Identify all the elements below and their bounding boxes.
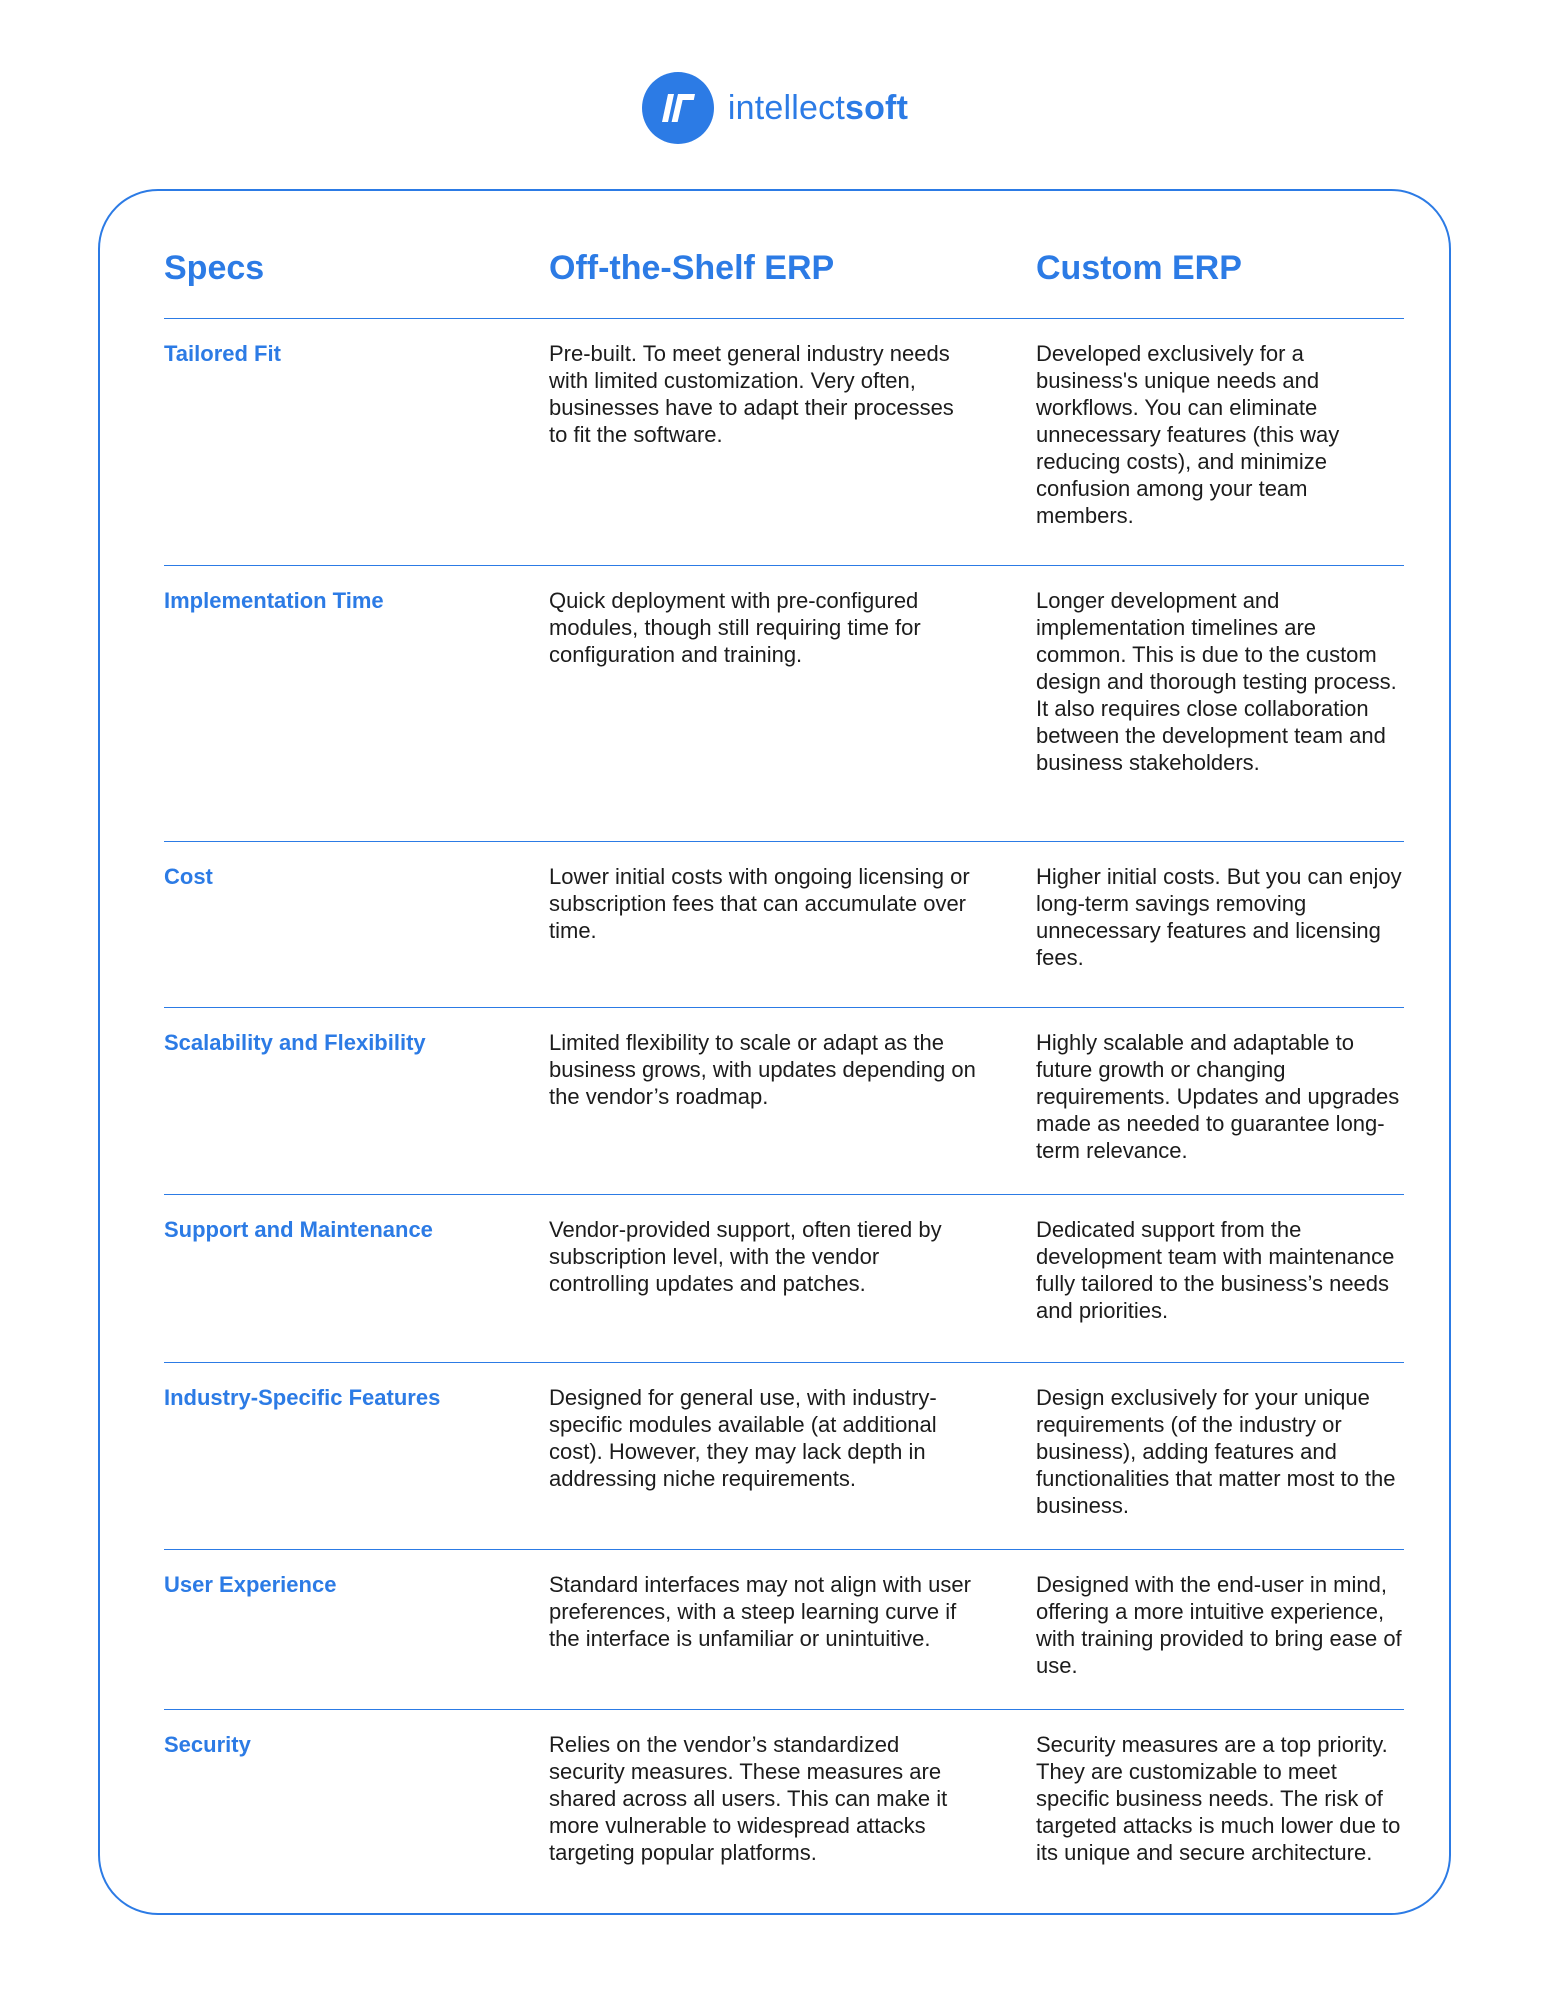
table-row	[164, 1008, 1404, 1195]
spec-label: Industry-Specific Features	[164, 1385, 441, 1410]
table-row	[164, 842, 1404, 1008]
off-the-shelf-cell: Designed for general use, with industry-specific modules available (at additional cost). However, they may lack depth in addressing niche requirements.	[549, 1385, 937, 1491]
custom-cell: Higher initial costs. But you can enjoy long-term savings removing unnecessary features and licensing fees.	[1036, 864, 1402, 970]
brand-name-bold: soft	[844, 88, 909, 127]
off-the-shelf-cell: Pre-built. To meet general industry needs with limited customization. Very often, businesses have to adapt their processes to fit the software.	[549, 341, 954, 447]
spec-label: Tailored Fit	[164, 341, 281, 366]
table-row	[164, 1550, 1404, 1710]
custom-cell: Dedicated support from the development team with maintenance fully tailored to the business’s needs and priorities.	[1036, 1217, 1395, 1323]
table-row	[164, 1363, 1404, 1550]
intellectsoft-logo-icon	[642, 72, 714, 144]
off-the-shelf-cell: Quick deployment with pre-configured modules, though still requiring time for configuration and training.	[549, 588, 921, 667]
spec-label: Security	[164, 1732, 251, 1757]
custom-cell: Longer development and implementation timelines are common. This is due to the custom design and thorough testing process. It also requires close collaboration between the development team and business stakeholders.	[1036, 588, 1397, 775]
table-row	[164, 319, 1404, 566]
brand-name-light: intellect	[727, 88, 845, 127]
custom-cell: Designed with the end-user in mind, offering a more intuitive experience, with training provided to bring ease of use.	[1036, 1572, 1402, 1678]
spec-label: Scalability and Flexibility	[164, 1030, 426, 1055]
comparison-table	[164, 228, 1404, 1910]
spec-label: Support and Maintenance	[164, 1217, 433, 1242]
header-off-the-shelf-erp: Off-the-Shelf ERP	[549, 249, 835, 287]
brand-logo	[0, 72, 1550, 144]
off-the-shelf-cell: Lower initial costs with ongoing licensing or subscription fees that can accumulate over time.	[549, 864, 970, 943]
spec-label: Implementation Time	[164, 588, 384, 613]
spec-label: Cost	[164, 864, 213, 889]
table-row	[164, 1195, 1404, 1363]
table-row	[164, 566, 1404, 842]
logo-mark-glyph	[658, 91, 698, 125]
custom-cell: Design exclusively for your unique requirements (of the industry or business), adding features and functionalities that matter most to the business.	[1036, 1385, 1396, 1518]
header-specs: Specs	[164, 249, 265, 287]
off-the-shelf-cell: Vendor-provided support, often tiered by subscription level, with the vendor controlling updates and patches.	[549, 1217, 942, 1296]
spec-label: User Experience	[164, 1572, 337, 1597]
table-row	[164, 1710, 1404, 1910]
off-the-shelf-cell: Limited flexibility to scale or adapt as the business grows, with updates depending on the vendor’s roadmap.	[549, 1030, 976, 1109]
table-header-row	[164, 228, 1404, 319]
custom-cell: Security measures are a top priority. They are customizable to meet specific business needs. The risk of targeted attacks is much lower due to its unique and secure architecture.	[1036, 1732, 1401, 1865]
off-the-shelf-cell: Relies on the vendor’s standardized security measures. These measures are shared across all users. This can make it more vulnerable to widespread attacks targeting popular platforms.	[549, 1732, 948, 1865]
custom-cell: Highly scalable and adaptable to future growth or changing requirements. Updates and upgrades made as needed to guarantee long-term relevance.	[1036, 1030, 1400, 1163]
header-custom-erp: Custom ERP	[1036, 249, 1242, 287]
brand-wordmark	[728, 89, 908, 128]
custom-cell: Developed exclusively for a business's unique needs and workflows. You can eliminate unnecessary features (this way reducing costs), and minimize confusion among your team members.	[1036, 341, 1340, 528]
off-the-shelf-cell: Standard interfaces may not align with user preferences, with a steep learning curve if the interface is unfamiliar or unintuitive.	[549, 1572, 971, 1651]
